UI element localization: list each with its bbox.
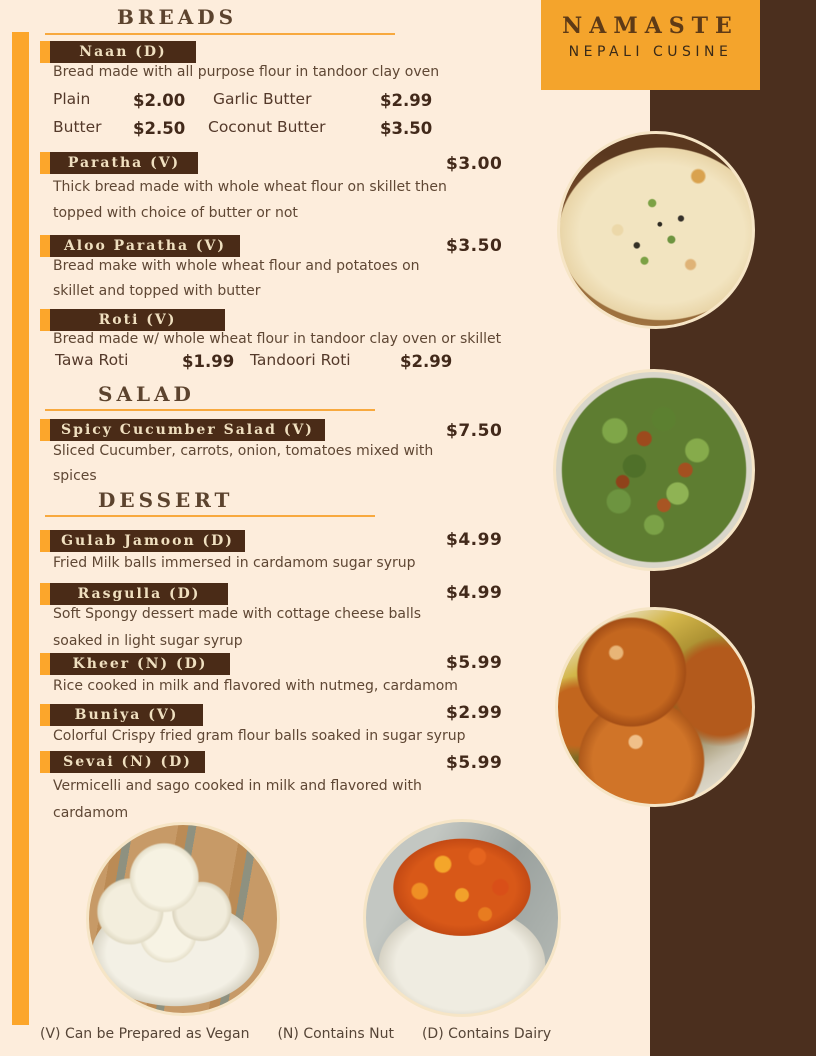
label-accent	[40, 235, 50, 257]
label-accent	[40, 704, 50, 726]
legend-vegan: (V) Can be Prepared as Vegan	[40, 1026, 250, 1042]
label-accent	[40, 530, 50, 552]
item-price-aloo-paratha: $3.50	[446, 236, 503, 256]
item-label-kheer	[40, 653, 230, 675]
item-price-sevai: $5.99	[446, 753, 503, 773]
item-label-rasgulla	[40, 583, 228, 605]
item-desc-line: spices	[53, 468, 97, 484]
item-desc-line: Bread make with whole wheat flour and potatoes on	[53, 258, 420, 274]
item-label-text: Buniya (V)	[74, 707, 179, 723]
item-price-rasgulla: $4.99	[446, 583, 503, 603]
left-accent-bar	[12, 32, 29, 1025]
item-label-gulab-jamoon	[40, 530, 245, 552]
rasgulla-photo	[86, 822, 280, 1016]
variant-name-tandoori-roti: Tandoori Roti	[250, 351, 351, 369]
label-accent	[40, 419, 50, 441]
item-label-paratha	[40, 152, 198, 174]
item-label-text: Gulab Jamoon (D)	[61, 533, 234, 549]
variant-name-butter: Butter	[53, 118, 102, 136]
legend-nut: (N) Contains Nut	[277, 1026, 394, 1042]
item-desc-line: Sliced Cucumber, carrots, onion, tomatoes mixed with	[53, 443, 434, 459]
variant-price-butter: $2.50	[133, 119, 186, 138]
label-accent	[40, 751, 50, 773]
item-price-buniya: $2.99	[446, 703, 503, 723]
label-accent	[40, 309, 50, 331]
allergen-legend	[40, 1026, 551, 1042]
section-heading-breads: BREADS	[117, 5, 238, 29]
variant-price-tandoori-roti: $2.99	[400, 352, 453, 371]
item-desc-line: skillet and topped with butter	[53, 283, 261, 299]
item-desc-line: Colorful Crispy fried gram flour balls soaked in sugar syrup	[53, 728, 466, 744]
item-desc-line: topped with choice of butter or not	[53, 205, 298, 221]
item-desc-line: Bread made w/ whole wheat flour in tandoor clay oven or skillet	[53, 331, 502, 347]
item-desc-line: Soft Spongy dessert made with cottage cheese balls	[53, 606, 422, 622]
brand-subtitle: NEPALI CUSINE	[568, 44, 733, 60]
variant-name-garlic-butter: Garlic Butter	[213, 90, 312, 108]
variant-name-plain: Plain	[53, 90, 91, 108]
item-desc-line: Thick bread made with whole wheat flour on skillet then	[53, 179, 447, 195]
item-label-buniya	[40, 704, 203, 726]
brand-badge	[541, 0, 760, 90]
label-accent	[40, 653, 50, 675]
item-label-text: Paratha (V)	[67, 155, 181, 171]
item-label-spicy-cucumber-salad	[40, 419, 325, 441]
buniya-photo	[363, 819, 561, 1017]
item-desc-line: Vermicelli and sago cooked in milk and flavored with	[53, 778, 422, 794]
section-heading-dessert: DESSERT	[98, 488, 234, 512]
variant-price-coconut-butter: $3.50	[380, 119, 433, 138]
legend-dairy: (D) Contains Dairy	[421, 1026, 552, 1042]
variant-price-plain: $2.00	[133, 91, 186, 110]
brand-title: NAMASTE	[562, 13, 739, 39]
section-underline-salad	[45, 409, 375, 411]
gulab-jamoon-photo	[555, 607, 755, 807]
item-desc-line: Bread made with all purpose flour in tandoor clay oven	[53, 64, 440, 80]
item-label-text: Roti (V)	[98, 312, 177, 328]
item-label-text: Aloo Paratha (V)	[63, 238, 227, 254]
item-label-text: Kheer (N) (D)	[72, 656, 208, 672]
label-accent	[40, 583, 50, 605]
item-price-paratha: $3.00	[446, 154, 503, 174]
cucumber-salad-photo	[553, 369, 755, 571]
item-label-text: Naan (D)	[79, 44, 167, 60]
item-label-text: Spicy Cucumber Salad (V)	[61, 422, 314, 438]
item-label-sevai	[40, 751, 205, 773]
variant-name-coconut-butter: Coconut Butter	[208, 118, 326, 136]
variant-price-garlic-butter: $2.99	[380, 91, 433, 110]
variant-price-tawa-roti: $1.99	[182, 352, 235, 371]
item-desc-line: Rice cooked in milk and flavored with nutmeg, cardamom	[53, 678, 458, 694]
item-desc-line: Fried Milk balls immersed in cardamom sugar syrup	[53, 555, 416, 571]
item-label-naan	[40, 41, 196, 63]
section-underline-dessert	[45, 515, 375, 517]
item-desc-line: soaked in light sugar syrup	[53, 633, 243, 649]
label-accent	[40, 41, 50, 63]
item-label-aloo-paratha	[40, 235, 240, 257]
item-price-spicy-cucumber-salad: $7.50	[446, 421, 503, 441]
item-price-kheer: $5.99	[446, 653, 503, 673]
section-heading-salad: SALAD	[98, 382, 195, 406]
item-desc-line: cardamom	[53, 805, 129, 821]
item-label-text: Rasgulla (D)	[77, 586, 201, 602]
label-accent	[40, 152, 50, 174]
item-label-text: Sevai (N) (D)	[63, 754, 192, 770]
naan-photo	[557, 131, 755, 329]
item-label-roti	[40, 309, 225, 331]
variant-name-tawa-roti: Tawa Roti	[55, 351, 129, 369]
section-underline-breads	[45, 33, 395, 35]
item-price-gulab-jamoon: $4.99	[446, 530, 503, 550]
